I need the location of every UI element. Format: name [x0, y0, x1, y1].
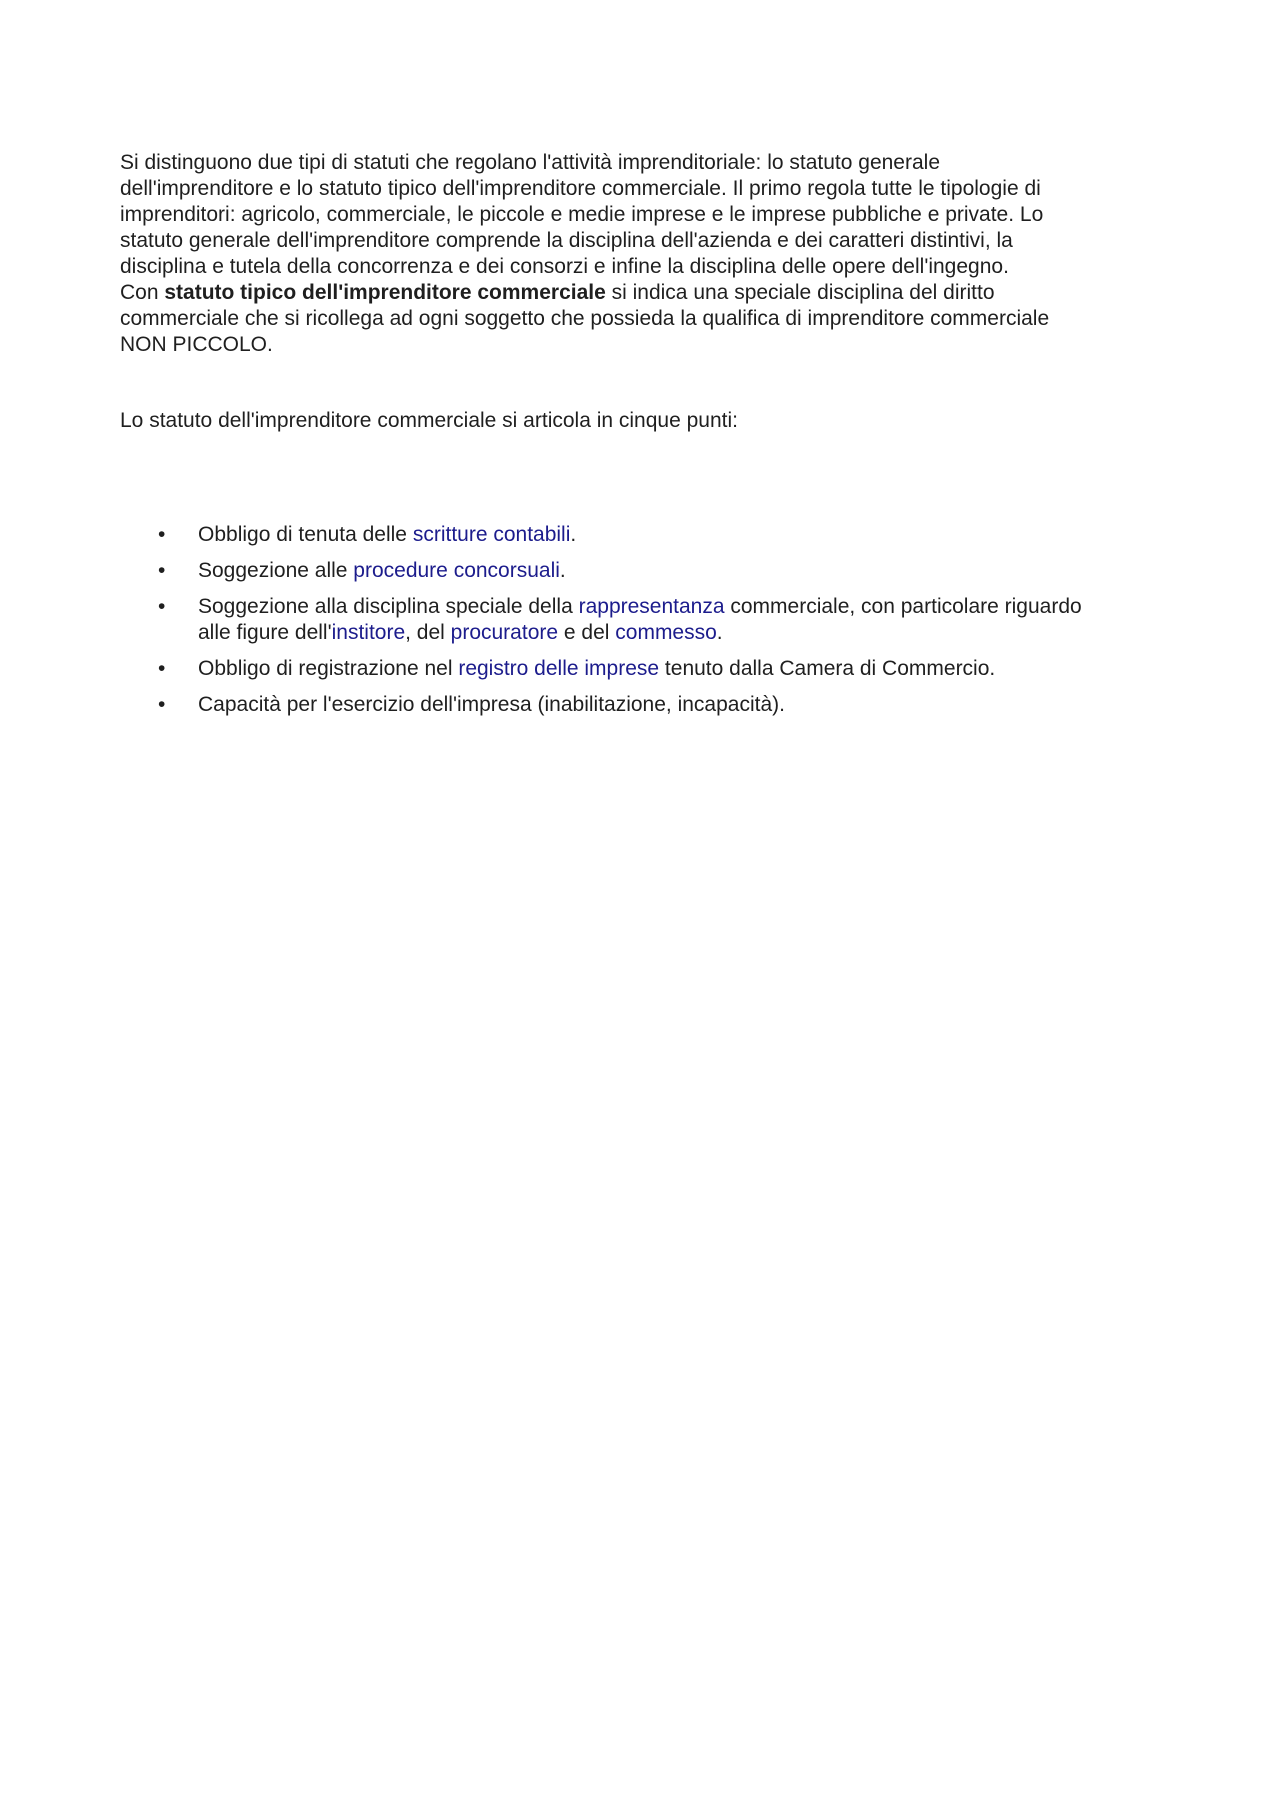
item-text: tenuto dalla Camera di Commercio.	[659, 657, 996, 680]
bullet-icon: •	[158, 693, 166, 716]
item-text: .	[570, 523, 577, 546]
list-item	[120, 558, 1160, 584]
item-text: Soggezione alla disciplina speciale della	[198, 595, 579, 618]
paragraph-line: statuto generale dell'imprenditore comprende la disciplina dell'azienda e dei caratteri distintivi, la	[120, 229, 1013, 252]
paragraph-line: imprenditori: agricolo, commerciale, le piccole e medie imprese e le imprese pubbliche e private. Lo	[120, 203, 1044, 226]
paragraph-line: dell'imprenditore e lo statuto tipico dell'imprenditore commerciale. Il primo regola tutte le tipologie di	[120, 177, 1041, 200]
list-intro-paragraph	[120, 408, 1160, 434]
item-text: e del	[558, 621, 616, 644]
item-text: commerciale, con particolare riguardo	[724, 595, 1082, 618]
bold-term: statuto tipico dell'imprenditore commerciale	[164, 281, 606, 304]
paragraph-line: disciplina e tutela della concorrenza e dei consorzi e infine la disciplina delle opere dell'ingegno.	[120, 255, 1009, 278]
item-text: Obbligo di registrazione nel	[198, 657, 459, 680]
paragraph-text: si indica una speciale disciplina del diritto	[605, 281, 995, 304]
item-text: , del	[405, 621, 451, 644]
link-commesso[interactable]: commesso	[615, 621, 717, 644]
link-scritture-contabili[interactable]: scritture contabili	[412, 523, 571, 546]
paragraph-line: NON PICCOLO.	[120, 333, 273, 356]
list-item	[120, 522, 1160, 548]
link-rappresentanza[interactable]: rappresentanza	[578, 595, 725, 618]
paragraph-line: commerciale che si ricollega ad ogni soggetto che possieda la qualifica di imprenditore commerciale	[120, 307, 1050, 330]
points-list	[120, 522, 1160, 718]
link-procedure-concorsuali[interactable]: procedure concorsuali	[353, 559, 560, 582]
intro-paragraph	[120, 150, 1160, 358]
bullet-icon: •	[158, 657, 166, 680]
link-institore[interactable]: institore	[331, 621, 406, 644]
bullet-icon: •	[158, 559, 166, 582]
list-item	[120, 594, 1160, 646]
document-page	[120, 150, 1160, 728]
bullet-icon: •	[158, 523, 166, 546]
item-text: alle figure dell'	[198, 621, 332, 644]
bullet-icon: •	[158, 595, 166, 618]
list-item	[120, 692, 1160, 718]
paragraph-line: Si distinguono due tipi di statuti che regolano l'attività imprenditoriale: lo statuto generale	[120, 151, 941, 174]
item-text: Soggezione alle	[198, 559, 354, 582]
link-registro-delle-imprese[interactable]: registro delle imprese	[458, 657, 660, 680]
item-text: .	[559, 559, 566, 582]
item-text: Obbligo di tenuta delle	[198, 523, 413, 546]
paragraph-text: Lo statuto dell'imprenditore commerciale si articola in cinque punti:	[120, 409, 738, 432]
paragraph-text: Con	[120, 281, 165, 304]
item-text: .	[716, 621, 723, 644]
link-procuratore[interactable]: procuratore	[450, 621, 559, 644]
list-item	[120, 656, 1160, 682]
item-text: Capacità per l'esercizio dell'impresa (inabilitazione, incapacità).	[198, 693, 785, 716]
